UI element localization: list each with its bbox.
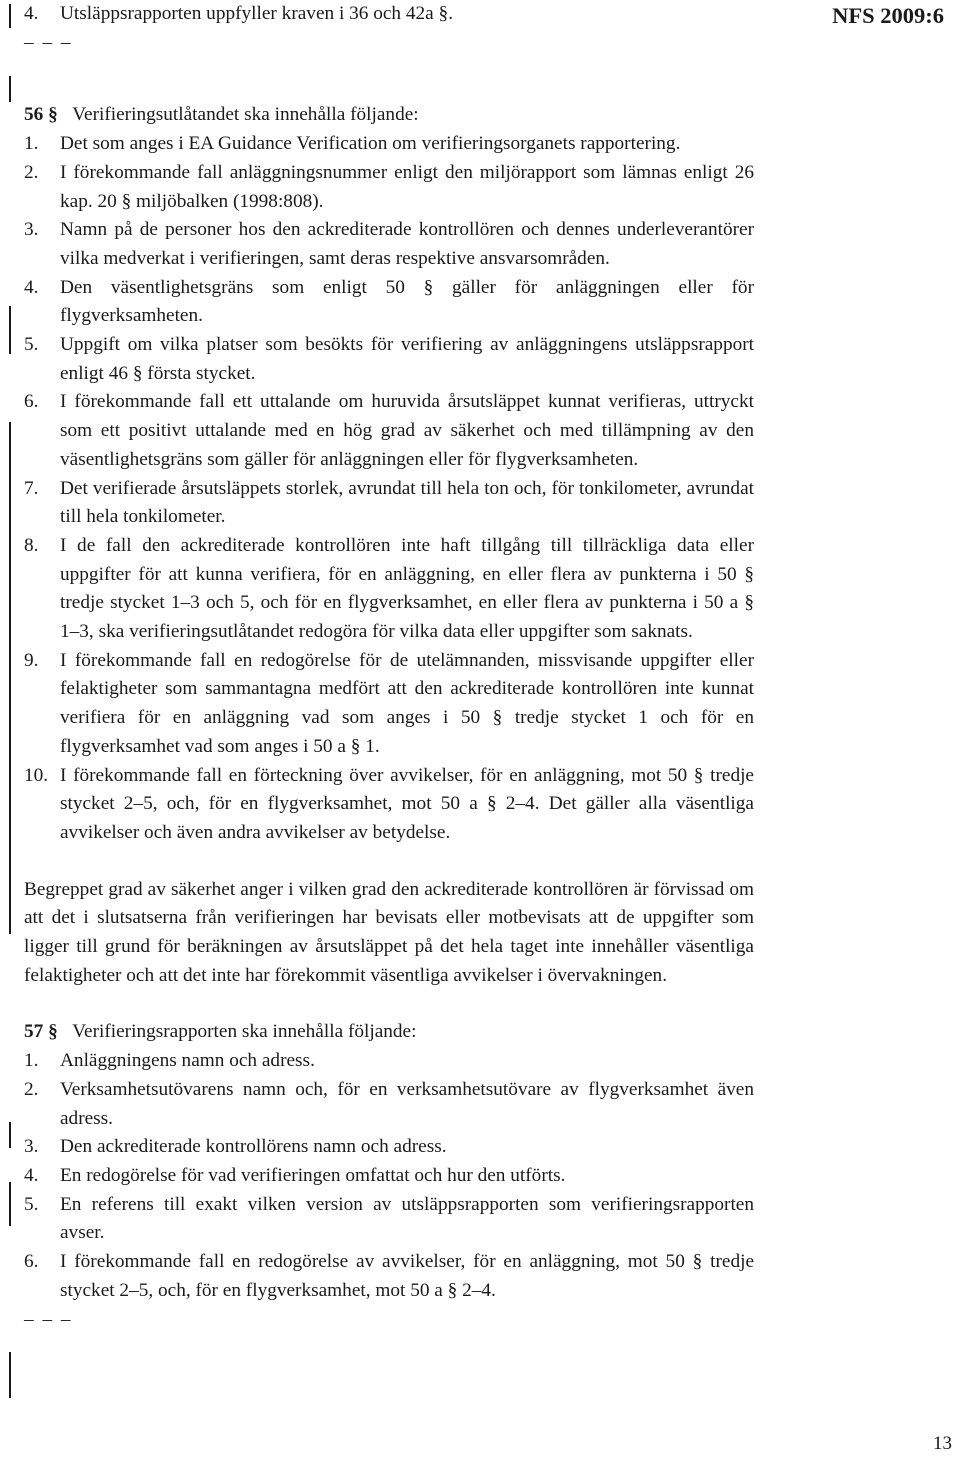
list-item xyxy=(24,0,754,29)
change-bar xyxy=(9,76,11,102)
item-number: 4. xyxy=(24,1165,39,1186)
item-text: I de fall den ackrediterade kontrollören inte haft tillgång till tillräckliga data eller uppgifter för att kunna verifiera, för en anläggning, en eller flera av punkterna i 50 § tredje stycket 1–3 och 5, och för en flygverksamhet, en eller flera av punkterna i 50 a § 1–3, ska verifieringsutlåtandet redogöra för vilka data eller uppgifter som saknats. xyxy=(60,534,754,643)
section-intro: Verifieringsrapporten ska innehålla följande: xyxy=(72,1021,417,1043)
item-text: Uppgift om vilka platser som besökts för verifiering av anläggningens utsläppsrapport enligt 46 § första stycket. xyxy=(60,334,754,384)
list-item xyxy=(24,388,754,474)
list-item xyxy=(24,532,754,647)
change-bar xyxy=(9,1182,11,1226)
item-number: 1. xyxy=(24,1050,39,1072)
item-number: 2. xyxy=(24,161,39,183)
item-number: 2. xyxy=(24,1078,39,1100)
item-text: I förekommande fall en redogörelse för de utelämnanden, missvisande uppgifter eller felaktigheter som sammantagna medfört att den ackrediterade kontrollören inte kunnat verifiera för en anläggning vad som anges i 50 § tredje stycket 1 och för en flygverksamhet vad som anges i 50 a § 1. xyxy=(60,649,754,757)
section-57-heading xyxy=(24,1018,754,1047)
page-number: 13 xyxy=(933,1433,952,1454)
item-text: I förekommande fall en förteckning över avvikelser, för en anläggning, mot 50 § tredje stycket 2–5, och, för en flygverksamhet, mot 50 a § 2–4. Det gäller alla väsentliga avvikelser och även andra avvikelser av betydelse. xyxy=(60,764,754,843)
list-item xyxy=(24,1162,754,1191)
item-text: I förekommande fall ett uttalande om huruvida årsutsläppet kunnat verifieras, uttryckt som ett positivt uttalande med en hög grad av säkerhet och med tillämpning av den väsentlighetsgräns som gäller för anläggningen eller för flygverksamheten. xyxy=(60,391,754,470)
item-number: 5. xyxy=(24,334,39,356)
section-56-heading xyxy=(24,101,754,130)
item-number: 3. xyxy=(24,1136,39,1158)
item-text: Det som anges i EA Guidance Verification om verifieringsorganets rapportering. xyxy=(60,133,681,155)
section-intro: Verifieringsutlåtandet ska innehålla följande: xyxy=(72,104,419,126)
list-item xyxy=(24,762,754,848)
item-number: 8. xyxy=(24,534,39,556)
list-item xyxy=(24,1248,754,1305)
item-number: 6. xyxy=(24,1251,39,1273)
item-text: En referens till exakt vilken version av utsläppsrapporten som verifieringsrapporten avser. xyxy=(60,1193,754,1244)
change-bar xyxy=(9,1352,11,1398)
item-text: Namn på de personer hos den ackrediterade kontrollören och dennes underleverantörer vilka medverkat i verifieringen, samt deras respektive ansvarsområden. xyxy=(60,219,754,269)
section-56-list xyxy=(24,130,754,848)
list-item xyxy=(24,331,754,388)
section-number: 57 § xyxy=(24,1021,58,1043)
item-text: I förekommande fall anläggningsnummer enligt den miljörapport som lämnas enligt 26 kap. 20 § miljöbalken (1998:808). xyxy=(60,161,754,212)
item-text: En redogörelse för vad verifieringen omfattat och hur den utförts. xyxy=(60,1165,566,1186)
list-item xyxy=(24,274,754,331)
item-number: 9. xyxy=(24,649,39,671)
item-number: 4. xyxy=(24,276,39,298)
end-marker: – – – xyxy=(24,1308,73,1330)
item-text: Anläggningens namn och adress. xyxy=(60,1050,315,1072)
list-item xyxy=(24,216,754,273)
regulation-code: NFS 2009:6 xyxy=(832,3,944,28)
item-text: I förekommande fall en redogörelse av avvikelser, för en anläggning, mot 50 § tredje stycket 2–5, och, för en flygverksamhet, mot 50 a § 2–4. xyxy=(60,1251,754,1301)
item-number: 5. xyxy=(24,1193,39,1215)
list-item xyxy=(24,1191,754,1248)
main-text xyxy=(24,0,754,1334)
item-text: Den väsentlighetsgräns som enligt 50 § gäller för anläggningen eller för flygverksamheten. xyxy=(60,276,754,327)
item-number: 4. xyxy=(24,3,39,24)
list-item xyxy=(24,130,754,159)
section-57-list xyxy=(24,1047,754,1305)
explanatory-paragraph: Begreppet grad av säkerhet anger i vilken grad den ackrediterade kontrollören är förvissad om att det i slutsatserna från verifieringen har bevisats eller motbevisats att de uppgifter som ligger till grund för beräkningen av årsutsläppet på det hela taget inte innehåller väsentliga felaktigheter och att det inte har förekommit väsentliga avvikelser i övervakningen. xyxy=(24,878,754,986)
list-item xyxy=(24,647,754,762)
list-item xyxy=(24,1076,754,1133)
item-number: 6. xyxy=(24,391,39,413)
item-text: Det verifierade årsutsläppets storlek, avrundat till hela ton och, för tonkilometer, avrundat till hela tonkilometer. xyxy=(60,477,754,528)
list-item xyxy=(24,159,754,216)
list-item xyxy=(24,475,754,532)
section-number: 56 § xyxy=(24,104,58,126)
list-item xyxy=(24,1133,754,1162)
change-bar xyxy=(9,422,11,934)
list-item xyxy=(24,1047,754,1076)
item-number: 10. xyxy=(24,764,49,786)
item-number: 1. xyxy=(24,133,39,155)
item-text: Utsläppsrapporten uppfyller kraven i 36 och 42a §. xyxy=(60,3,454,24)
item-number: 3. xyxy=(24,219,39,241)
item-text: Den ackrediterade kontrollörens namn och adress. xyxy=(60,1136,447,1158)
item-number: 7. xyxy=(24,477,39,499)
change-bar xyxy=(9,1122,11,1148)
item-text: Verksamhetsutövarens namn och, för en verksamhetsutövare av flygverksamhet även adress. xyxy=(60,1078,754,1129)
change-bar xyxy=(9,306,11,354)
end-marker: – – – xyxy=(24,31,73,53)
change-bar xyxy=(9,4,11,28)
